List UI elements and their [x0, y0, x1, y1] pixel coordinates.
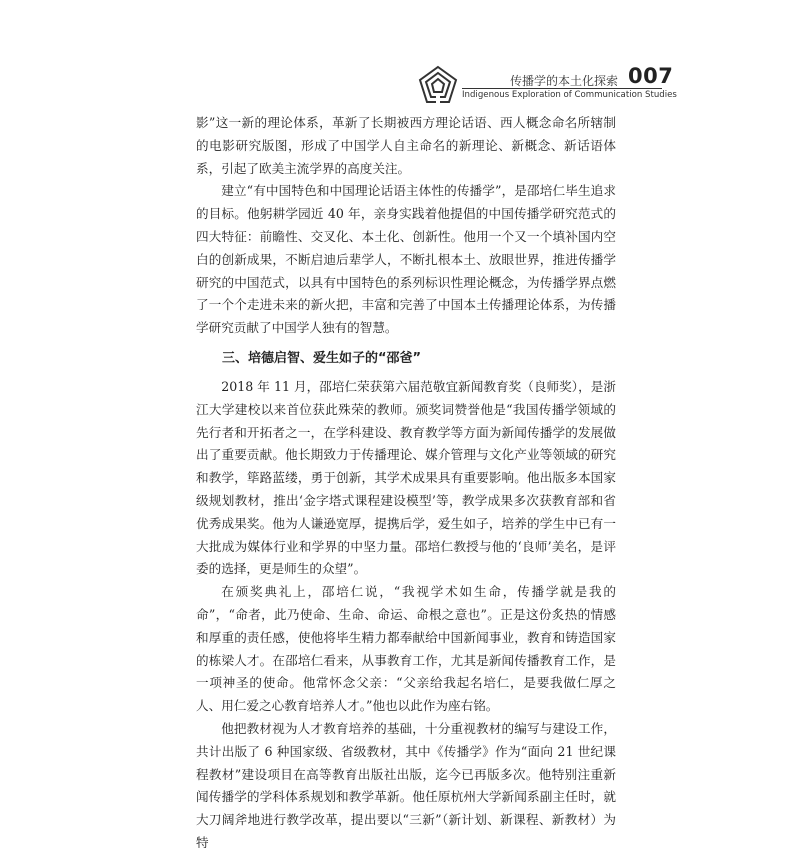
- paragraph: 2018 年 11 月，邵培仁荣获第六届范敬宜新闻教育奖（良师奖），是浙江大学建校以来首位获此殊荣的教师。颁奖词赞誉他是“我国传播学领域的先行者和开拓者之一，在学科建设、教育教学等方面为新闻传播学的发展做出了重要贡献。他长期致力于传播理论、媒介管理与文化产业等领域的研究和教学，筚路蓝缕，勇于创新，其学术成果具有重要影响。他出版多本国家级规划教材，推出‘金字塔式课程建设模型’等，教学成果多次获教育部和省优秀成果奖。他为人谦逊宽厚，提携后学，爱生如子，培养的学生中已有一大批成为媒体行业和学界的中坚力量。邵培仁教授与他的‘良师’美名，是评委的选择，更是师生的众望”。: [196, 378, 616, 577]
- page-number: 007: [628, 64, 674, 88]
- running-title-cn: 传播学的本土化探索: [510, 74, 619, 88]
- paragraph: 在颁奖典礼上，邵培仁说，“我视学术如生命，传播学就是我的命”，“命者，此乃使命、生命、命运、命根之意也”。正是这份炙热的情感和厚重的责任感，使他将毕生精力都奉献给中国新闻事业，教育和铸造国家的栋梁人才。在邵培仁看来，从事教育工作，尤其是新闻传播教育工作，是一项神圣的使命。他常怀念父亲：“父亲给我起名培仁，是要我做仁厚之人、用仁爱之心教育培养人才。”他也以此作为座右铭。: [196, 584, 616, 714]
- running-title-en: Indigenous Exploration of Communication Studies: [462, 90, 677, 100]
- pentagon-spiral-icon: [418, 65, 458, 105]
- page-body: [196, 112, 616, 855]
- paragraph: 他把教材视为人才教育培养的基础，十分重视教材的编写与建设工作，共计出版了 6 种国家级、省级教材，其中《传播学》作为“面向 21 世纪课程教材”建设项目在高等教育出版社出版，迄今已再版多次。他特别注重新闻传播学的学科体系规划和教学革新。他任原杭州大学新闻系副主任时，就大刀阔斧地进行教学改革，提出要以“三新”（新计划、新课程、新教材）为特: [196, 720, 616, 850]
- paragraph: 影”这一新的理论体系，革新了长期被西方理论话语、西人概念命名所辖制的电影研究版图，形成了中国学人自主命名的新理论、新概念、新话语体系，引起了欧美主流学界的高度关注。: [196, 115, 616, 176]
- page-header: [0, 0, 800, 110]
- paragraph: 建立“有中国特色和中国理论话语主体性的传播学”，是邵培仁毕生追求的目标。他躬耕学园近 40 年，亲身实践着他提倡的中国传播学研究范式的四大特征：前瞻性、交叉化、本土化、创新性。他用一个又一个填补国内空白的创新成果，不断启迪后辈学人，不断扎根本土、放眼世界，推进传播学研究的中国范式，以具有中国特色的系列标识性理论概念，为传播学界点燃了一个个走进未来的新火把，丰富和完善了中国本土传播理论体系，为传播学研究贡献了中国学人独有的智慧。: [196, 183, 616, 336]
- header-divider: [462, 88, 662, 89]
- section-heading: 三、培德启智、爱生如子的“邵爸”: [222, 350, 422, 366]
